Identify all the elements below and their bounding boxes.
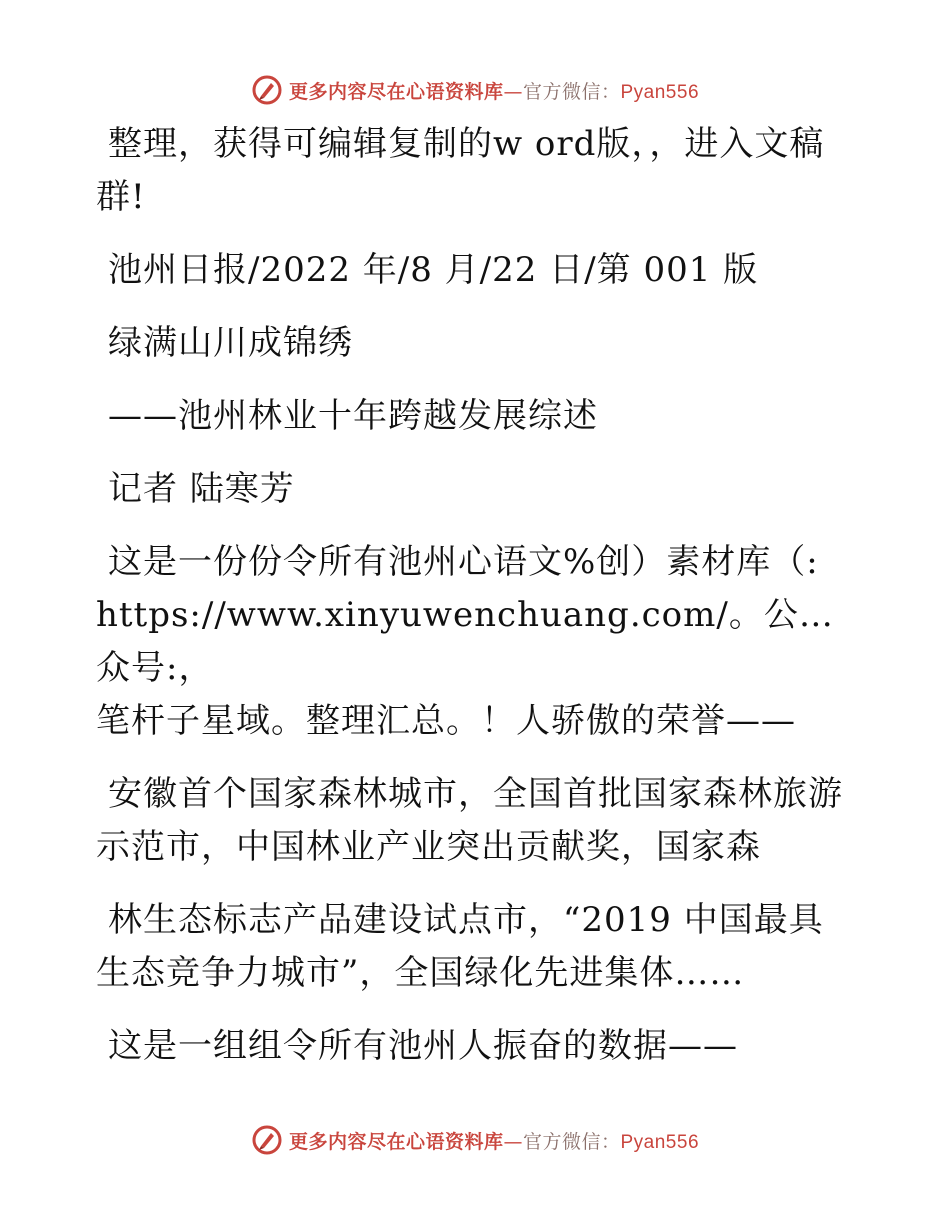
text-line: 这是一组组令所有池州人振奋的数据—— <box>108 1026 738 1066</box>
text-line: 笔杆子星域。整理汇总。！人骄傲的荣誉—— <box>96 701 796 741</box>
banner-wechat-id: Pyan556 <box>620 1131 700 1153</box>
text-line: 生态竞争力城市”，全国绿化先进集体…… <box>96 953 745 993</box>
footer-banner <box>0 1120 950 1160</box>
banner-text <box>289 1127 699 1154</box>
text-line: 林生态标志产品建设试点市，“2019 中国最具 <box>108 900 824 940</box>
text-line: ——池州林业十年跨越发展综述 <box>108 396 598 436</box>
pen-nib-logo-icon <box>251 1124 283 1156</box>
paragraph-honors-1 <box>96 768 856 874</box>
banner-brand: 更多内容尽在心语资料库 <box>288 1130 504 1153</box>
article-body <box>96 118 856 1073</box>
text-line: 记者 陆寒芳 <box>108 469 295 509</box>
text-line: 这是一份份令所有池州心语文%创）素材库（: <box>108 542 819 582</box>
text-line: 绿满山川成锦绣 <box>108 323 353 363</box>
paragraph-honors-2 <box>96 894 856 1000</box>
text-line: 池州日报/2022 年/8 月/22 日/第 001 版 <box>108 250 759 290</box>
banner-separator: — <box>503 80 523 103</box>
text-line: 群! <box>96 177 146 217</box>
article-title <box>96 317 856 370</box>
paragraph-intro <box>96 118 856 224</box>
text-line: 整理，获得可编辑复制的w ord版，，进入文稿 <box>108 124 825 164</box>
text-line: https://www.xinyuwenchuang.com/。公…众号:， <box>96 595 834 688</box>
paragraph-data-intro <box>96 1020 856 1073</box>
banner-wechat-label: 官方微信： <box>522 80 621 103</box>
paragraph-honors-intro <box>96 536 856 748</box>
paragraph-source <box>96 244 856 297</box>
banner-wechat-id: Pyan556 <box>620 81 700 103</box>
article-subtitle <box>96 390 856 443</box>
pen-nib-logo-icon <box>251 74 283 106</box>
article-byline <box>96 463 856 516</box>
banner-brand: 更多内容尽在心语资料库 <box>288 80 504 103</box>
banner-separator: — <box>503 1130 523 1153</box>
text-line: 示范市，中国林业产业突出贡献奖，国家森 <box>96 827 761 867</box>
text-line: 安徽首个国家森林城市，全国首批国家森林旅游 <box>108 774 843 814</box>
banner-text <box>289 77 699 104</box>
banner-wechat-label: 官方微信： <box>522 1130 621 1153</box>
header-banner <box>0 70 950 110</box>
